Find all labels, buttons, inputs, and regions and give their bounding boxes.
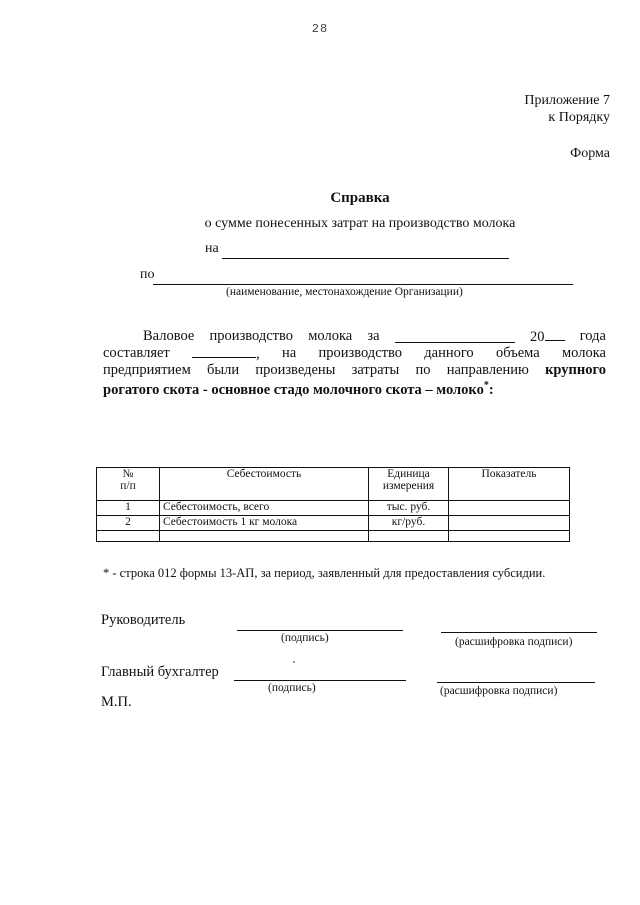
chief-accountant-label: Главный бухгалтер bbox=[101, 664, 219, 680]
head-decipher-line[interactable] bbox=[441, 632, 597, 633]
cost-table bbox=[96, 467, 570, 542]
table-row bbox=[97, 516, 570, 531]
volume-field-line[interactable] bbox=[192, 345, 256, 358]
document-title: Справка bbox=[330, 190, 390, 206]
table-row-empty bbox=[97, 531, 570, 542]
header-unit: Единица измерения bbox=[369, 468, 449, 501]
body-line-2: составляет , на производство данного объема молока bbox=[103, 345, 606, 362]
accountant-decipher-caption: (расшифровка подписи) bbox=[440, 685, 558, 697]
head-decipher-caption: (расшифровка подписи) bbox=[455, 636, 573, 648]
footnote: * - строка 012 формы 13-АП, за период, заявленный для предоставления субсидии. bbox=[103, 566, 546, 580]
year-field-line[interactable] bbox=[545, 328, 565, 341]
accountant-decipher-line[interactable] bbox=[437, 682, 595, 683]
table-header-row bbox=[97, 468, 570, 501]
body-line-4: рогатого скота - основное стадо молочного скота – молоко*: bbox=[103, 380, 494, 398]
row-num: 1 bbox=[97, 501, 160, 516]
table-row bbox=[97, 501, 570, 516]
accountant-signature-caption: (подпись) bbox=[268, 682, 316, 694]
document-subtitle: о сумме понесенных затрат на производство молока bbox=[204, 216, 516, 231]
row-num: 2 bbox=[97, 516, 160, 531]
on-label: на bbox=[205, 241, 219, 256]
organization-caption: (наименование, местонахождение Организации) bbox=[226, 286, 463, 298]
order-label: к Порядку bbox=[548, 110, 610, 125]
form-label: Форма bbox=[570, 146, 610, 161]
stamp-label: М.П. bbox=[101, 694, 132, 710]
row-value-cell[interactable] bbox=[449, 516, 570, 531]
by-label: по bbox=[140, 267, 155, 282]
appendix-label: Приложение 7 bbox=[524, 93, 610, 108]
organization-field-line[interactable] bbox=[153, 284, 573, 285]
row-cost: Себестоимость, всего bbox=[160, 501, 369, 516]
header-value: Показатель bbox=[449, 468, 570, 501]
header-cost: Себестоимость bbox=[160, 468, 369, 501]
row-unit: тыс. руб. bbox=[369, 501, 449, 516]
page-number: 28 bbox=[311, 22, 329, 36]
header-num: № п/п bbox=[97, 468, 160, 501]
row-value-cell[interactable] bbox=[449, 501, 570, 516]
row-cost: Себестоимость 1 кг молока bbox=[160, 516, 369, 531]
body-line-3: предприятием были произведены затраты по направлению крупного bbox=[103, 362, 606, 378]
row-unit: кг/руб. bbox=[369, 516, 449, 531]
head-signature-caption: (подпись) bbox=[281, 632, 329, 644]
accountant-signature-line[interactable] bbox=[234, 680, 406, 681]
head-label: Руководитель bbox=[101, 612, 186, 628]
body-line-1: Валовое производство молока за 20 года bbox=[143, 328, 606, 345]
head-signature-line[interactable] bbox=[237, 630, 403, 631]
date-field-line[interactable] bbox=[222, 258, 509, 259]
period-field-line[interactable] bbox=[395, 328, 515, 343]
